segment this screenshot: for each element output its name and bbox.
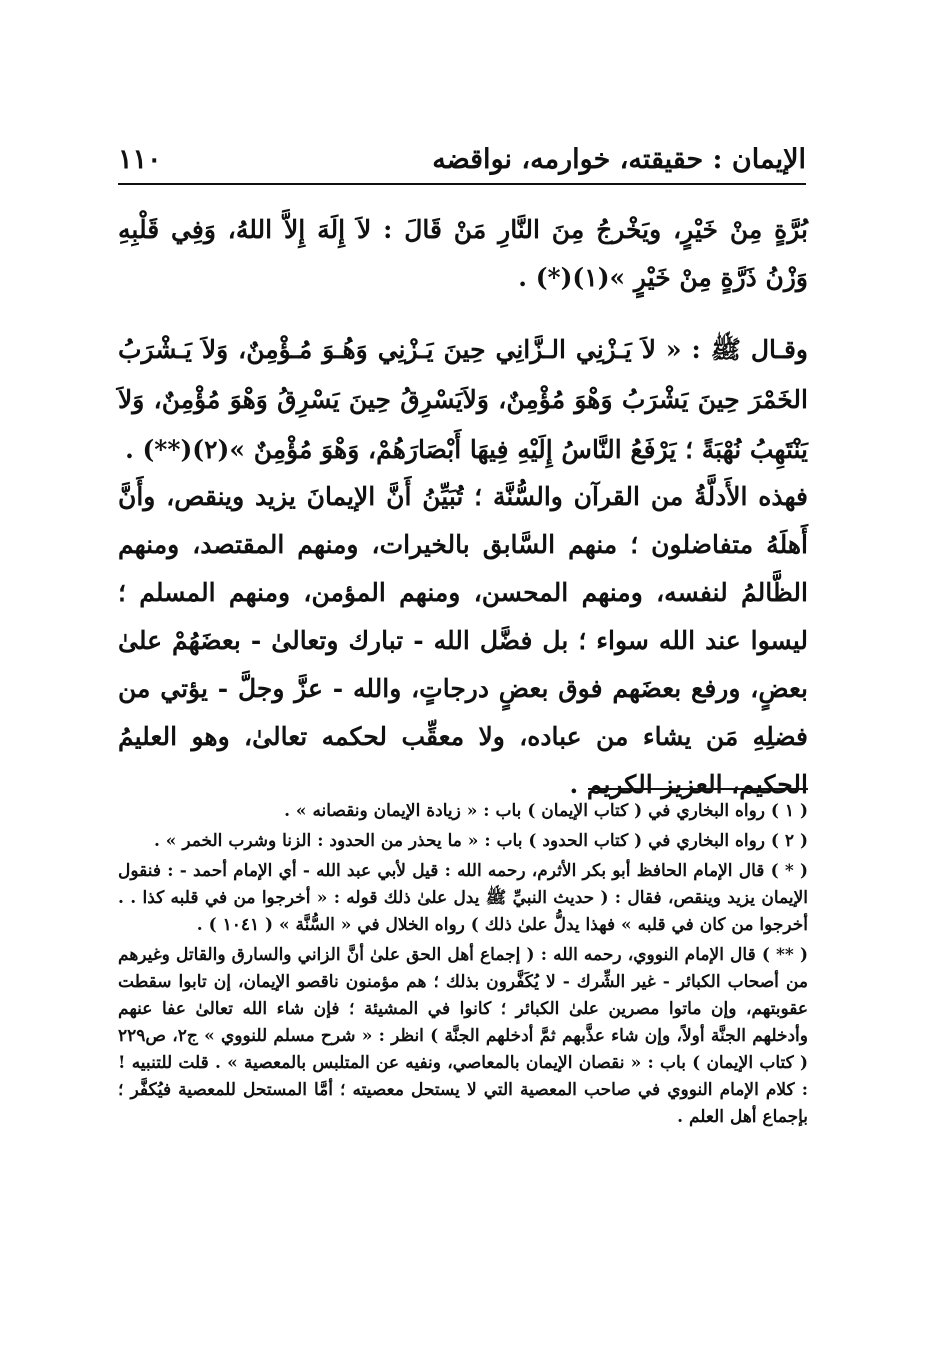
footnote-double-star: ( ** ) قال الإمام النووي، رحمه الله : ( إجماع أهل الحق علىٰ أنَّ الزاني والسارق والقاتل وغيرهم من أصحاب الكبائر - غير الشِّرك - لا يُكَفَّرون بذلك ؛ هم مؤمنون ناقصو الإيمان، إن تابوا سقطت عقوبتهم، وإن ماتوا مصرين علىٰ الكبائر ؛ كانوا في المشيئة ؛ فإن شاء الله تعالىٰ عفا عنهم وأدخلهم الجنَّة أولاً، وإن شاء عذَّبهم ثمَّ أدخلهم الجنَّة ) انظر : « شرح مسلم للنووي » ج٢، ص٢٢٩ ( كتاب الإيمان ) باب : « نقصان الإيمان بالمعاصي، ونفيه عن المتلبس بالمعصية » . قلت للتنبيه ! : كلام الإمام النووي في صاحب المعصية التي لا يستحل معصيته ؛ أمَّا المستحل للمعصية فيُكفَّر ؛ بإجماع أهل العلم .: [118, 945, 808, 1127]
commentary-paragraph: فهذه الأَدلَّةُ من القرآن والسُّنَّة ؛ تُبَيِّنُ أَنَّ الإيمانَ يزيد وينقص، وأَنَّ أَهلَهُ متفاضلون ؛ منهم السَّابق بالخيرات، ومنهم المقتصد، ومنهم الظَّالمُ لنفسه، ومنهم المحسن، ومنهم المؤمن، ومنهم المسلم ؛ ليسوا عند الله سواء ؛ بل فضَّل الله - تبارك وتعالىٰ - بعضَهُمْ علىٰ بعضٍ، ورفع بعضَهم فوق بعضٍ درجاتٍ، والله - عزَّ وجلَّ - يؤتي من فضلِهِ مَن يشاء من عباده، ولا معقِّب لحكمه تعالىٰ، وهو العليمُ الحكيم، العزيز الكريم .: [118, 482, 808, 799]
footnote-2: ( ٢ ) رواه البخاري في ( كتاب الحدود ) باب : « ما يحذر من الحدود : الزنا وشرب الخمر » .: [153, 831, 808, 851]
header-divider: [118, 183, 806, 185]
footnotes: [118, 798, 808, 1134]
footnote-divider: [588, 788, 808, 790]
footnote-star: ( * ) قال الإمام الحافظ أبو بكر الأثرم، رحمه الله : قيل لأبي عبد الله - أي الإمام أحمد - : فنقول الإيمان يزيد وينقص، فقال : ( حديث النبيِّ ﷺ يدل علىٰ ذلك قوله : « أخرجوا من في قلبه كذا . . أخرجوا من كان في قلبه » فهذا يدلُّ علىٰ ذلك ) رواه الخلال في « السُّنَّة » ( ١٠٤١ ) .: [118, 861, 808, 935]
running-header: [118, 138, 806, 182]
hadith-paragraph-2: وقـال ﷺ : « لاَ يَـزْنِي الـزَّانِي حِينَ يَـزْنِي وَهُـوَ مُـؤْمِنٌ، وَلاَ يَـشْرَبُ الخَمْرَ حِينَ يَشْرَبُ وَهْوَ مُؤْمِنٌ، وَلاَيَسْرِقُ حِينَ يَسْرِقُ وَهْوَ مُؤْمِنٌ، وَلاَ يَنْتَهِبُ نُهْبَةً ؛ يَرْفَعُ النَّاسُ إِلَيْهِ فِيهَا أَبْصَارَهُمْ، وَهْوَ مُؤْمِنٌ »(٢)(**) .: [118, 335, 808, 464]
hadith-paragraph-1: بُرَّةٍ مِنْ خَيْرٍ، ويَخْرجُ مِنَ النَّارِ مَنْ قَالَ : لاَ إِلَهَ إِلاَّ اللهُ، وَفِي قَلْبِهِ وَزْنُ ذَرَّةٍ مِنْ خَيْرٍ »(١)(*) .: [118, 215, 808, 292]
page-number: ١١٠: [118, 144, 162, 175]
footnote-1: ( ١ ) رواه البخاري في ( كتاب الإيمان ) باب : « زيادة الإيمان ونقصانه » .: [284, 801, 808, 821]
running-title: الإيمان : حقيقته، خوارمه، نواقضه: [432, 144, 806, 175]
